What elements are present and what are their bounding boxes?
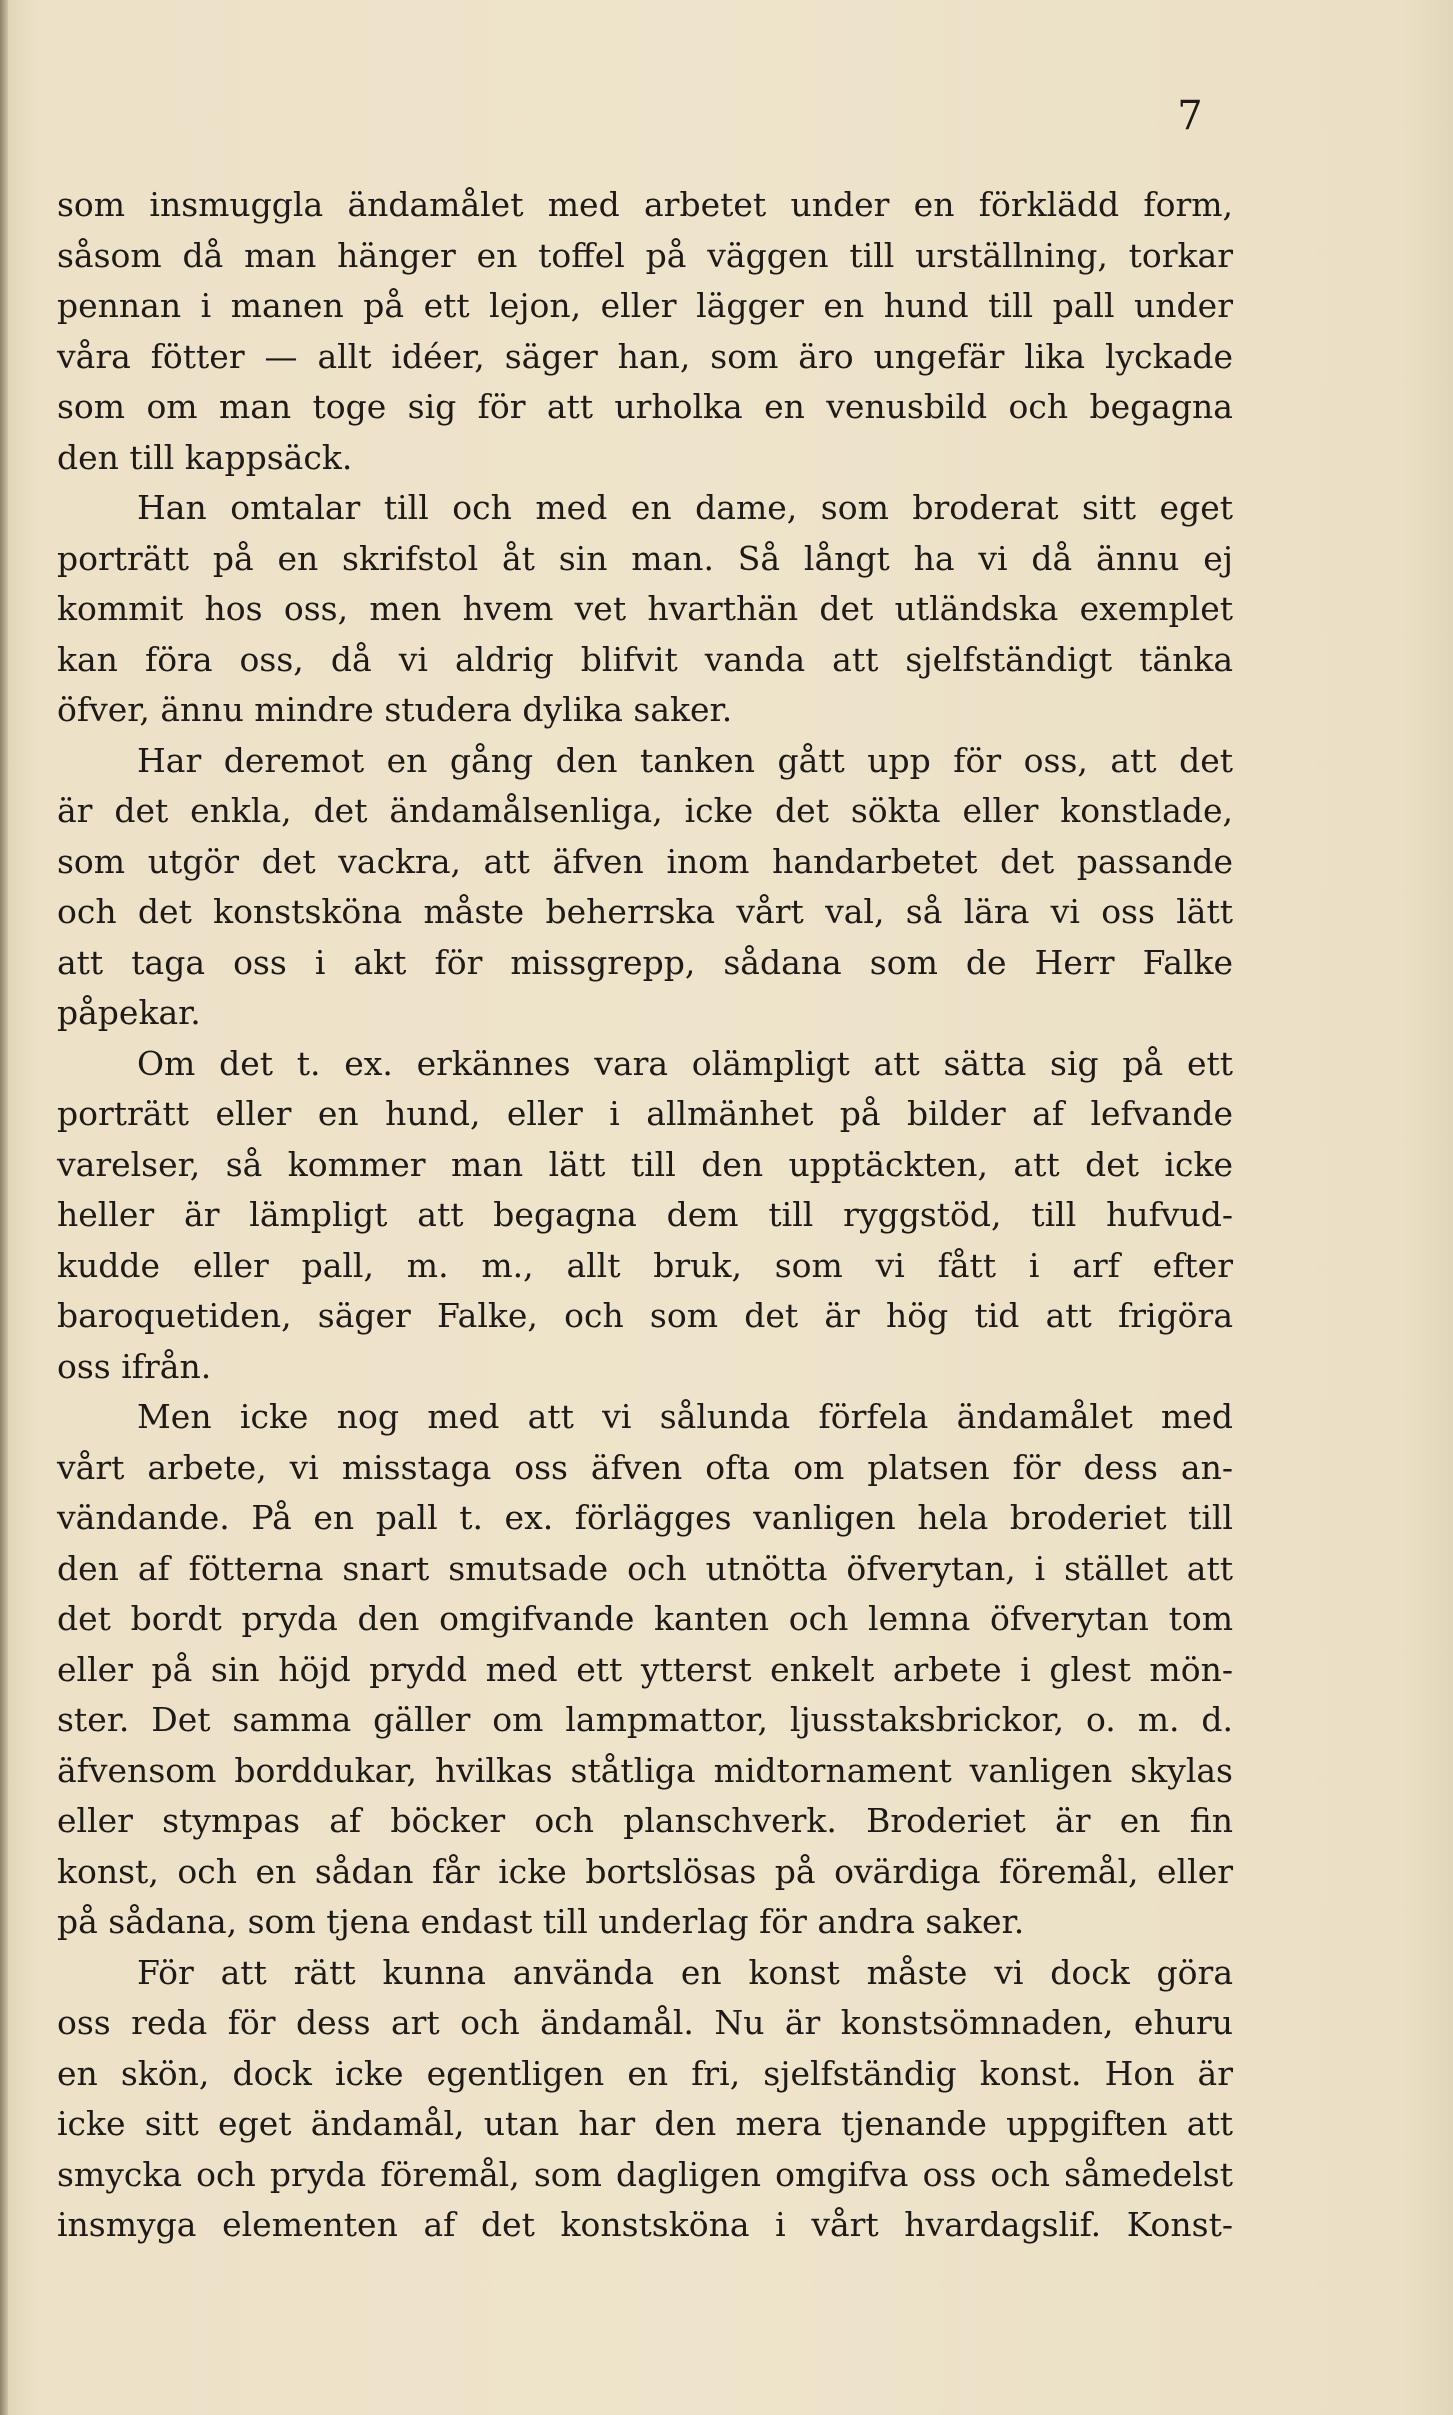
page-number: 7 bbox=[1177, 93, 1203, 139]
text-line: vårt arbete, vi misstaga oss äfven ofta om platsen för dess an- bbox=[57, 1447, 1233, 1487]
text-line: kan föra oss, då vi aldrig blifvit vanda att sjelfständigt tänka bbox=[57, 639, 1233, 679]
text-line: den till kappsäck. bbox=[57, 437, 353, 477]
text-line: oss reda för dess art och ändamål. Nu är konstsömnaden, ehuru bbox=[57, 2003, 1233, 2042]
text-line: pennan i manen på ett lejon, eller lägger en hund till pall under bbox=[57, 286, 1233, 325]
text-line: konst, och en sådan får icke bortslösas på ovärdiga föremål, eller bbox=[57, 1851, 1233, 1891]
text-line: kudde eller pall, m. m., allt bruk, som vi fått i arf efter bbox=[57, 1245, 1233, 1285]
text-line: att taga oss i akt för missgrepp, sådana som de Herr Falke bbox=[57, 942, 1233, 982]
text-line: Men icke nog med att vi sålunda förfela ändamålet med bbox=[137, 1397, 1233, 1436]
text-line: porträtt eller en hund, eller i allmänhet på bilder af lefvande bbox=[57, 1094, 1233, 1133]
text-line: varelser, så kommer man lätt till den upptäckten, att det icke bbox=[57, 1144, 1233, 1184]
text-line: den af fötterna snart smutsade och utnötta öfverytan, i stället att bbox=[57, 1548, 1233, 1588]
text-line: våra fötter — allt idéer, säger han, som äro ungefär lika lyckade bbox=[57, 336, 1233, 376]
text-line: påpekar. bbox=[57, 993, 201, 1032]
text-line: icke sitt eget ändamål, utan har den mera tjenande uppgiften att bbox=[57, 2104, 1233, 2143]
text-line: heller är lämpligt att begagna dem till ryggstöd, till hufvud- bbox=[57, 1195, 1233, 1234]
text-line: insmyga elementen af det konstsköna i vårt hvardagslif. Konst- bbox=[57, 2205, 1233, 2244]
text-line: För att rätt kunna använda en konst måste vi dock göra bbox=[137, 1952, 1233, 1992]
text-line: Han omtalar till och med en dame, som broderat sitt eget bbox=[137, 488, 1233, 527]
text-line: en skön, dock icke egentligen en fri, sjelfständig konst. Hon är bbox=[57, 2053, 1233, 2093]
text-line: kommit hos oss, men hvem vet hvarthän det utländska exemplet bbox=[57, 589, 1233, 628]
page-binding-edge bbox=[0, 0, 8, 2415]
text-line: Om det t. ex. erkännes vara olämpligt att sätta sig på ett bbox=[137, 1043, 1233, 1083]
text-line: på sådana, som tjena endast till underlag för andra saker. bbox=[57, 1902, 1025, 1941]
text-line: som om man toge sig för att urholka en venusbild och begagna bbox=[57, 387, 1233, 426]
text-line: smycka och pryda föremål, som dagligen omgifva oss och såmedelst bbox=[57, 2154, 1233, 2194]
text-line: som insmuggla ändamålet med arbetet under en förklädd form, bbox=[57, 185, 1233, 224]
body-text bbox=[57, 180, 1233, 2251]
text-line: som utgör det vackra, att äfven inom handarbetet det passande bbox=[57, 841, 1233, 881]
text-line: äfvensom borddukar, hvilkas ståtliga midtornament vanligen skylas bbox=[57, 1750, 1233, 1790]
text-line: oss ifrån. bbox=[57, 1346, 212, 1386]
text-line: vändande. På en pall t. ex. förlägges vanligen hela broderiet till bbox=[57, 1498, 1233, 1537]
text-line: såsom då man hänger en toffel på väggen till urställning, torkar bbox=[57, 235, 1233, 275]
text-line: porträtt på en skrifstol åt sin man. Så långt ha vi då ännu ej bbox=[57, 538, 1233, 578]
text-line: eller på sin höjd prydd med ett ytterst enkelt arbete i glest mön- bbox=[57, 1649, 1233, 1689]
text-line: baroquetiden, säger Falke, och som det är hög tid att frigöra bbox=[57, 1296, 1233, 1335]
text-line: det bordt pryda den omgifvande kanten och lemna öfverytan tom bbox=[57, 1599, 1233, 1638]
text-line: ster. Det samma gäller om lampmattor, ljusstaksbrickor, o. m. d. bbox=[57, 1700, 1233, 1739]
text-line: Har deremot en gång den tanken gått upp för oss, att det bbox=[137, 740, 1233, 780]
text-line: och det konstsköna måste beherrska vårt val, så lära vi oss lätt bbox=[57, 892, 1233, 931]
text-line: öfver, ännu mindre studera dylika saker. bbox=[57, 690, 733, 729]
text-line: är det enkla, det ändamålsenliga, icke det sökta eller konstlade, bbox=[57, 791, 1233, 830]
text-line: eller stympas af böcker och planschverk. Broderiet är en fin bbox=[57, 1801, 1233, 1840]
